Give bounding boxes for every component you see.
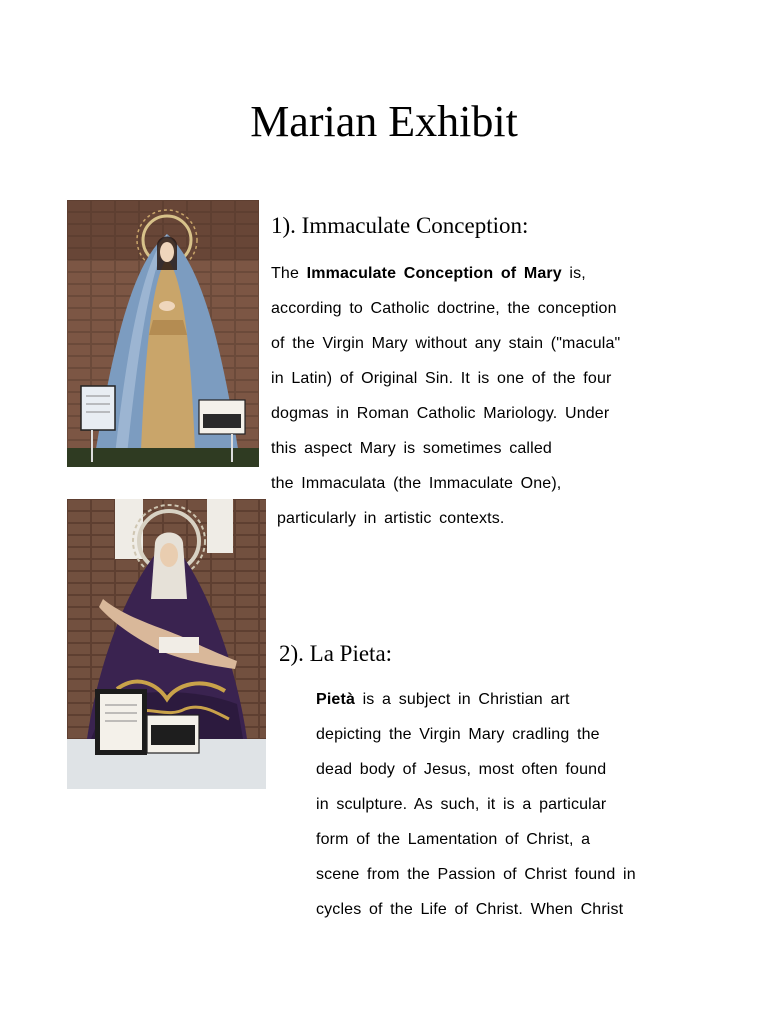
section-heading-immaculate-conception: 1). Immaculate Conception: xyxy=(271,213,529,238)
section2-line-2: depicting the Virgin Mary cradling the xyxy=(316,726,600,743)
section1-line-8: particularly in artistic contexts. xyxy=(277,510,505,527)
section1-line-3: of the Virgin Mary without any stain ("macula" xyxy=(271,335,621,352)
section1-line-4: in Latin) of Original Sin. It is one of the four xyxy=(271,370,612,387)
section1-line-2: according to Catholic doctrine, the conception xyxy=(271,300,617,317)
section2-line-4: in sculpture. As such, it is a particular xyxy=(316,796,607,813)
section1-line-1 xyxy=(271,264,586,284)
section1-line-5: dogmas in Roman Catholic Mariology. Under xyxy=(271,405,610,422)
section2-line-7: cycles of the Life of Christ. When Christ xyxy=(316,901,624,918)
page-title: Marian Exhibit xyxy=(250,97,518,146)
section1-line-7: the Immaculata (the Immaculate One), xyxy=(271,475,562,492)
section2-line-6: scene from the Passion of Christ found in xyxy=(316,866,636,883)
section2-line-1 xyxy=(316,690,570,710)
section2-line-5: form of the Lamentation of Christ, a xyxy=(316,831,591,848)
la-pieta-photo xyxy=(67,499,266,789)
section2-bold-term: Pietà xyxy=(316,691,355,708)
section1-line1-post: is, xyxy=(561,265,586,282)
immaculate-conception-photo xyxy=(67,200,259,467)
section1-bold-term: Immaculate Conception of Mary xyxy=(306,265,562,282)
immaculate-conception-statue-icon xyxy=(67,200,259,467)
section1-line-6: this aspect Mary is sometimes called xyxy=(271,440,552,457)
section1-line1-pre: The xyxy=(271,265,307,282)
section-heading-la-pieta: 2). La Pieta: xyxy=(279,641,393,666)
section2-line1-post: is a subject in Christian art xyxy=(355,691,570,708)
la-pieta-statue-icon xyxy=(67,499,266,789)
section2-line-3: dead body of Jesus, most often found xyxy=(316,761,607,778)
